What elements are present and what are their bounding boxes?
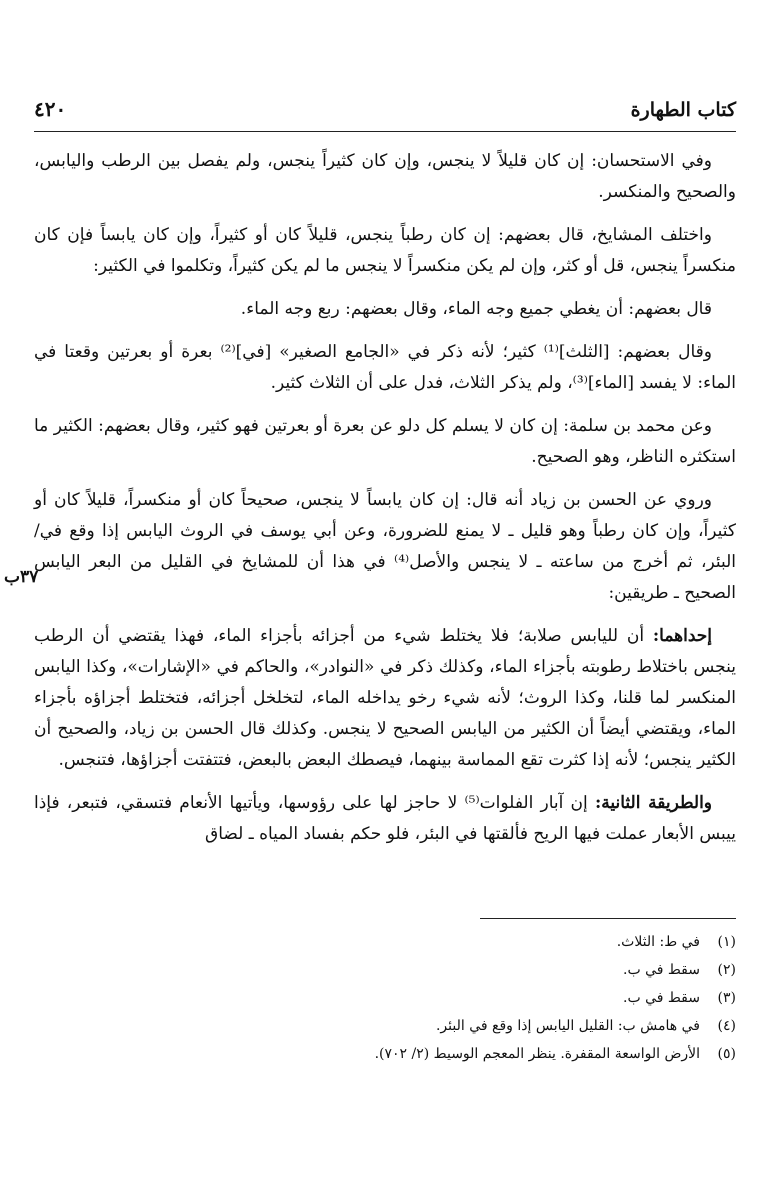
footnote-number: (١)	[717, 934, 736, 950]
paragraph-lead: إحداهما:	[652, 626, 712, 646]
paragraph: قال بعضهم: أن يغطي جميع وجه الماء، وقال بعضهم: ربع وجه الماء.	[240, 299, 712, 319]
footnote-text: الأرض الواسعة المقفرة. ينظر المعجم الوسيط (٢/ ٧٠٢).	[374, 1046, 700, 1062]
footnote-number: (٥)	[717, 1046, 736, 1062]
footnotes-list	[34, 928, 736, 1068]
footnote-text: في ط: الثلاث.	[616, 934, 700, 950]
footnote-number: (٢)	[717, 962, 736, 978]
paragraph-body: أن لليابس صلابة؛ فلا يختلط شيء من أجزائه بأجزاء الماء، فهذا يقتضي أن الرطب ينجس باختلاط رطوبته بأجزاء الماء، وكذلك ذكر في «النوادر»، والحاكم في «الإشارات»، وكذا اليابس المنكسر لما قلنا، وكذا الروث؛ لأنه شيء رخو يداخله الماء، لتخلخل أجزائه، فتختلط أجزاؤه بأجزاء الماء، ويقتضي أيضاً أن الكثير من اليابس الصحيح لا ينجس. وكذلك قال الحسن بن زياد، والصحيح أن الكثير ينجس؛ لأنه إذا كثرت تقع المماسة بينهما، فيصطك البعض بالبعض، فتتفتت أجزاؤها، فتنجس.	[34, 626, 736, 770]
footnote	[34, 928, 736, 956]
footnote-number: (٤)	[717, 1018, 736, 1034]
footnote-text: سقط في ب.	[623, 962, 700, 978]
paragraph-lead: والطريقة الثانية:	[594, 793, 713, 813]
footnote	[34, 1040, 736, 1068]
paragraph: وقال بعضهم: [الثلث]⁽¹⁾ كثير؛ لأنه ذكر في «الجامع الصغير» [في]⁽²⁾ بعرة أو بعرتين وقعتا في الماء: لا يفسد [الماء]⁽³⁾، ولم يذكر الثلاث، فدل على أن الثلاث كثير.	[34, 342, 736, 393]
paragraph: وعن محمد بن سلمة: إن كان لا يسلم كل دلو عن بعرة أو بعرتين فهو كثير، وقال بعضهم: الكثير ما استكثره الناظر، وهو الصحيح.	[34, 416, 736, 467]
footnote	[34, 956, 736, 984]
paragraph-body: إن آبار الفلوات⁽⁵⁾ لا حاجز لها على رؤوسها، ويأتيها الأنعام فتسقي، فتبعر، فإذا ييبس الأبعار عملت فيها الريح فألقتها في البئر، فلو حكم بفساد المياه ـ لضاق	[34, 793, 736, 844]
page-header	[34, 95, 736, 132]
footnote-number: (٣)	[717, 990, 736, 1006]
page-number: ٤٢٠	[34, 97, 67, 121]
folio-margin-note: ٣٧ب	[4, 567, 39, 587]
footnote-divider	[480, 918, 736, 919]
paragraph: وفي الاستحسان: إن كان قليلاً لا ينجس، وإن كان كثيراً ينجس، ولم يفصل بين الرطب واليابس، والصحيح والمنكسر.	[34, 151, 736, 202]
paragraph	[34, 621, 736, 776]
main-text	[34, 146, 736, 862]
paragraph: واختلف المشايخ، قال بعضهم: إن كان رطباً ينجس، قليلاً كان أو كثيراً، وإن كان يابساً فإن كان منكسراً ينجس، قل أو كثر، وإن لم يكن منكسراً لا ينجس ما لم يكن كثيراً، وتكلموا في الكثير:	[34, 225, 736, 276]
paragraph	[34, 788, 736, 850]
footnote	[34, 1012, 736, 1040]
paragraph: وروي عن الحسن بن زياد أنه قال: إن كان يابساً لا ينجس، صحيحاً كان أو منكسراً، قليلاً كان أو كثيراً، وإن كان رطباً وهو قليل ـ لا يمنع للضرورة، وعن أبي يوسف في الروث اليابس إذا وقع في/ البئر، ثم أخرج من ساعته ـ لا ينجس والأصل⁽⁴⁾ في هذا أن للمشايخ في القليل من البعر اليابس الصحيح ـ طريقين:	[34, 490, 736, 603]
footnote-text: سقط في ب.	[623, 990, 700, 1006]
book-title: كتاب الطهارة	[630, 99, 736, 121]
footnote-text: في هامش ب: القليل اليابس إذا وقع في البئر.	[435, 1018, 700, 1034]
footnote	[34, 984, 736, 1012]
